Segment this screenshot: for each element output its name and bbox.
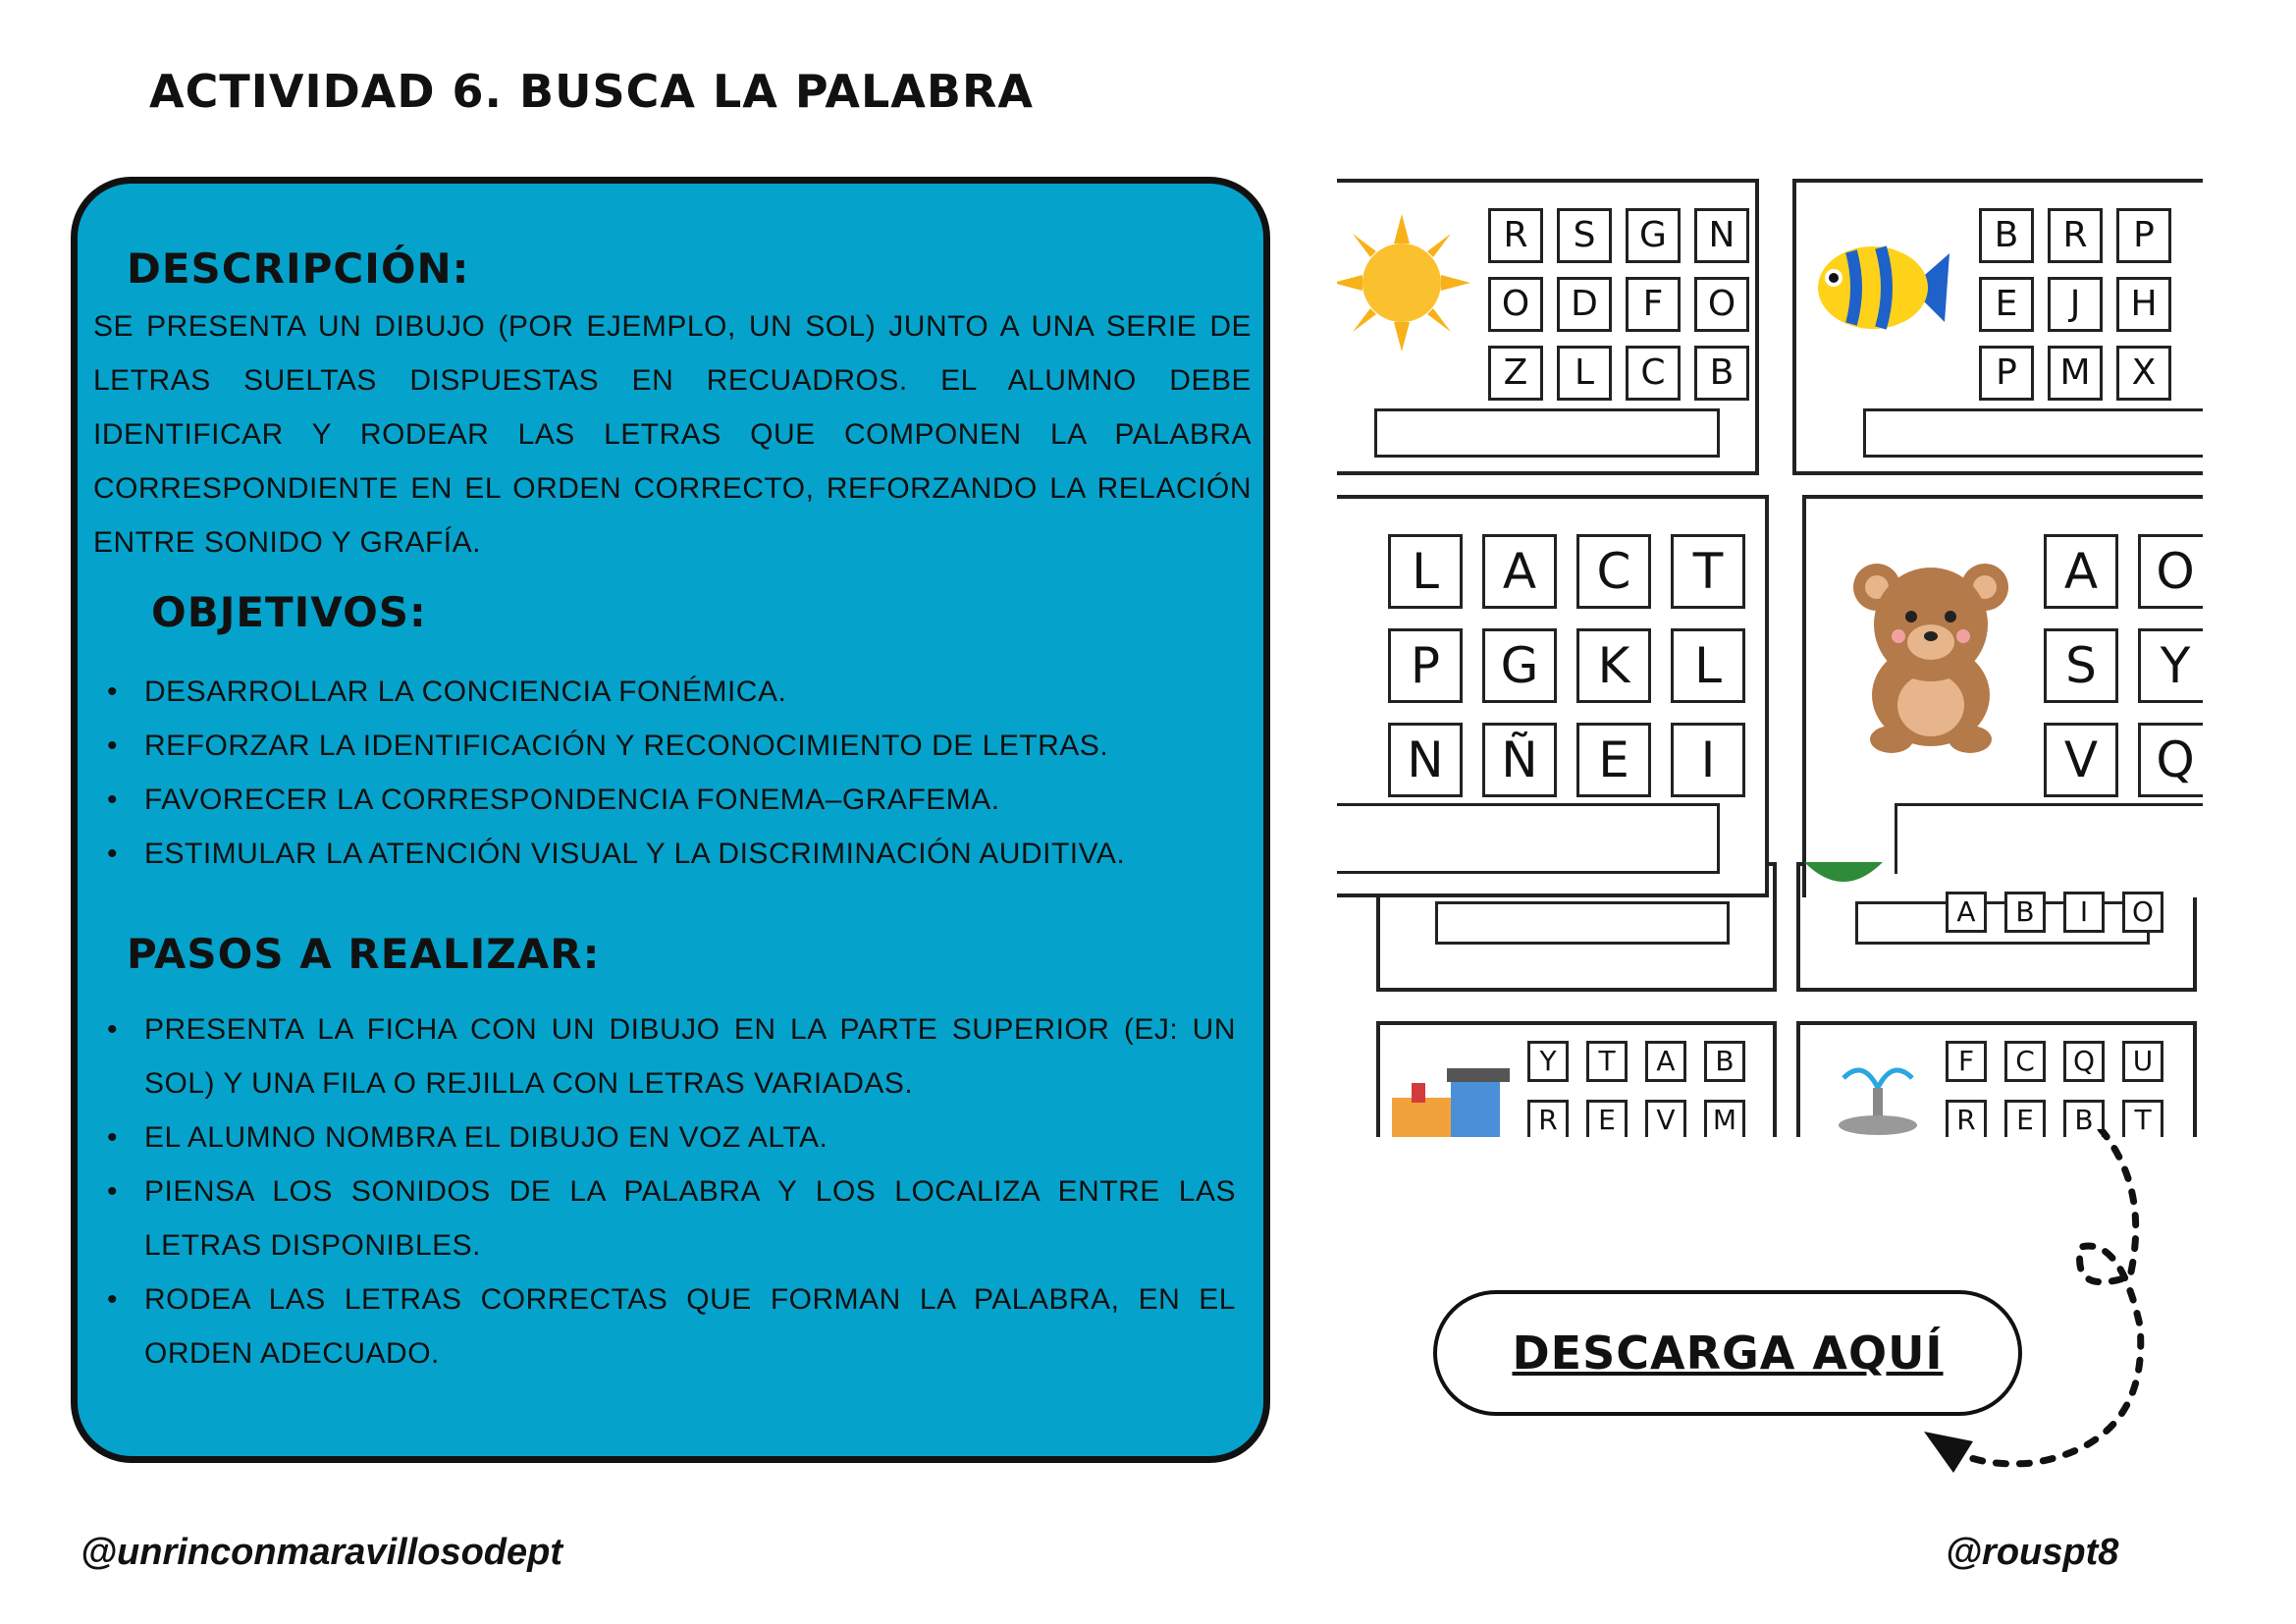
letter-cell: Y	[1527, 1041, 1569, 1082]
letter-cell: O	[1694, 277, 1749, 332]
letter-cell: P	[1388, 628, 1463, 703]
letter-cell: I	[1671, 723, 1745, 797]
letter-cell: B	[2063, 1100, 2105, 1137]
letter-cell: T	[2122, 1100, 2163, 1137]
list-item: • DESARROLLAR LA CONCIENCIA FONÉMICA.	[78, 665, 1236, 719]
list-item: • PIENSA LOS SONIDOS DE LA PALABRA Y LOS LOCALIZA ENTRE LAS LETRAS DISPONIBLES.	[78, 1164, 1236, 1272]
letter-cell: A	[1946, 892, 1987, 933]
worksheet-preview	[1337, 175, 2203, 1137]
fish-icon	[1812, 234, 1949, 342]
letter-cell: F	[1946, 1041, 1987, 1082]
letter-cell: M	[2048, 346, 2103, 401]
answer-box	[1435, 901, 1730, 945]
list-item: • RODEA LAS LETRAS CORRECTAS QUE FORMAN LA PALABRA, EN EL ORDEN ADECUADO.	[78, 1272, 1236, 1380]
answer-box	[1895, 803, 2203, 874]
letter-cell: P	[2116, 208, 2171, 263]
list-item: • REFORZAR LA IDENTIFICACIÓN Y RECONOCIMIENTO DE LETRAS.	[78, 719, 1236, 773]
page-title: ACTIVIDAD 6. BUSCA LA PALABRA	[149, 65, 1034, 118]
letter-cell: L	[1671, 628, 1745, 703]
letter-cell: Y	[2138, 628, 2203, 703]
answer-box	[1863, 408, 2203, 458]
letter-cell: Z	[1488, 346, 1543, 401]
footer-right-handle: @rouspt8	[1946, 1532, 2119, 1573]
letter-cell: R	[1488, 208, 1543, 263]
letter-cell: C	[1626, 346, 1681, 401]
letter-cell: K	[1576, 628, 1651, 703]
letter-cell: C	[2004, 1041, 2046, 1082]
download-button[interactable]: DESCARGA AQUÍ	[1433, 1290, 2022, 1416]
letter-cell: A	[2044, 534, 2118, 609]
letter-cell: B	[1694, 346, 1749, 401]
steps-list	[78, 1002, 1236, 1380]
train-icon	[1392, 1058, 1520, 1137]
letter-cell: B	[2004, 892, 2046, 933]
letter-cell: J	[2048, 277, 2103, 332]
list-item: • FAVORECER LA CORRESPONDENCIA FONEMA–GRAFEMA.	[78, 773, 1236, 827]
letter-cell: G	[1482, 628, 1557, 703]
letter-cell: A	[1645, 1041, 1686, 1082]
answer-box	[1374, 408, 1720, 458]
letter-cell: R	[2048, 208, 2103, 263]
letter-cell: Ñ	[1482, 723, 1557, 797]
letter-cell: L	[1557, 346, 1612, 401]
letter-cell: V	[2044, 723, 2118, 797]
letter-cell: B	[1704, 1041, 1745, 1082]
letter-cell: L	[1388, 534, 1463, 609]
letter-cell: R	[1527, 1100, 1569, 1137]
letter-cell: E	[1586, 1100, 1628, 1137]
plant-icon	[1804, 862, 1883, 892]
letter-cell: H	[2116, 277, 2171, 332]
letter-cell: Q	[2063, 1041, 2105, 1082]
list-item: • ESTIMULAR LA ATENCIÓN VISUAL Y LA DISCRIMINACIÓN AUDITIVA.	[78, 827, 1236, 881]
bear-icon	[1847, 558, 2014, 754]
answer-box	[1855, 901, 2150, 945]
list-item: • PRESENTA LA FICHA CON UN DIBUJO EN LA PARTE SUPERIOR (EJ: UN SOL) Y UNA FILA O REJILLA CON LETRAS VARIADAS.	[78, 1002, 1236, 1110]
letter-cell: G	[1626, 208, 1681, 263]
letter-cell: Q	[2138, 723, 2203, 797]
letter-cell: V	[1645, 1100, 1686, 1137]
answer-box	[1337, 803, 1720, 874]
letter-cell: D	[1557, 277, 1612, 332]
letter-cell: E	[1576, 723, 1651, 797]
sun-icon	[1337, 214, 1470, 352]
letter-cell: R	[1946, 1100, 1987, 1137]
objectives-list	[78, 665, 1236, 881]
dotted-arrow-icon	[1924, 1129, 2179, 1502]
footer-left-handle: @unrinconmaravillosodept	[80, 1532, 563, 1573]
letter-cell: S	[2044, 628, 2118, 703]
letter-cell: P	[1979, 346, 2034, 401]
letter-cell: C	[1576, 534, 1651, 609]
letter-cell: M	[1704, 1100, 1745, 1137]
letter-cell: T	[1586, 1041, 1628, 1082]
letter-cell: S	[1557, 208, 1612, 263]
letter-cell: E	[2004, 1100, 2046, 1137]
letter-cell: O	[1488, 277, 1543, 332]
objectives-heading: OBJETIVOS:	[151, 588, 427, 636]
letter-cell: O	[2138, 534, 2203, 609]
letter-cell: T	[1671, 534, 1745, 609]
description-text: SE PRESENTA UN DIBUJO (POR EJEMPLO, UN SOL) JUNTO A UNA SERIE DE LETRAS SUELTAS DISPUESTAS EN RECUADROS. EL ALUMNO DEBE IDENTIFICAR Y RODEAR LAS LETRAS QUE COMPONEN LA PALABRA CORRESPONDIENTE EN EL ORDEN CORRECTO, REFORZANDO LA RELACIÓN ENTRE SONIDO Y GRAFÍA.	[93, 310, 1252, 559]
letter-cell: A	[1482, 534, 1557, 609]
letter-cell: E	[1979, 277, 2034, 332]
letter-cell: F	[1626, 277, 1681, 332]
list-item: • EL ALUMNO NOMBRA EL DIBUJO EN VOZ ALTA.	[78, 1110, 1236, 1164]
description-heading: DESCRIPCIÓN:	[127, 244, 470, 293]
letter-cell: O	[2122, 892, 2163, 933]
steps-heading: PASOS A REALIZAR:	[127, 930, 601, 978]
letter-cell: I	[2063, 892, 2105, 933]
letter-cell: X	[2116, 346, 2171, 401]
letter-cell: B	[1979, 208, 2034, 263]
letter-cell: N	[1388, 723, 1463, 797]
letter-cell: U	[2122, 1041, 2163, 1082]
fountain-icon	[1824, 1049, 1932, 1137]
description-card	[71, 177, 1270, 1463]
letter-cell: N	[1694, 208, 1749, 263]
